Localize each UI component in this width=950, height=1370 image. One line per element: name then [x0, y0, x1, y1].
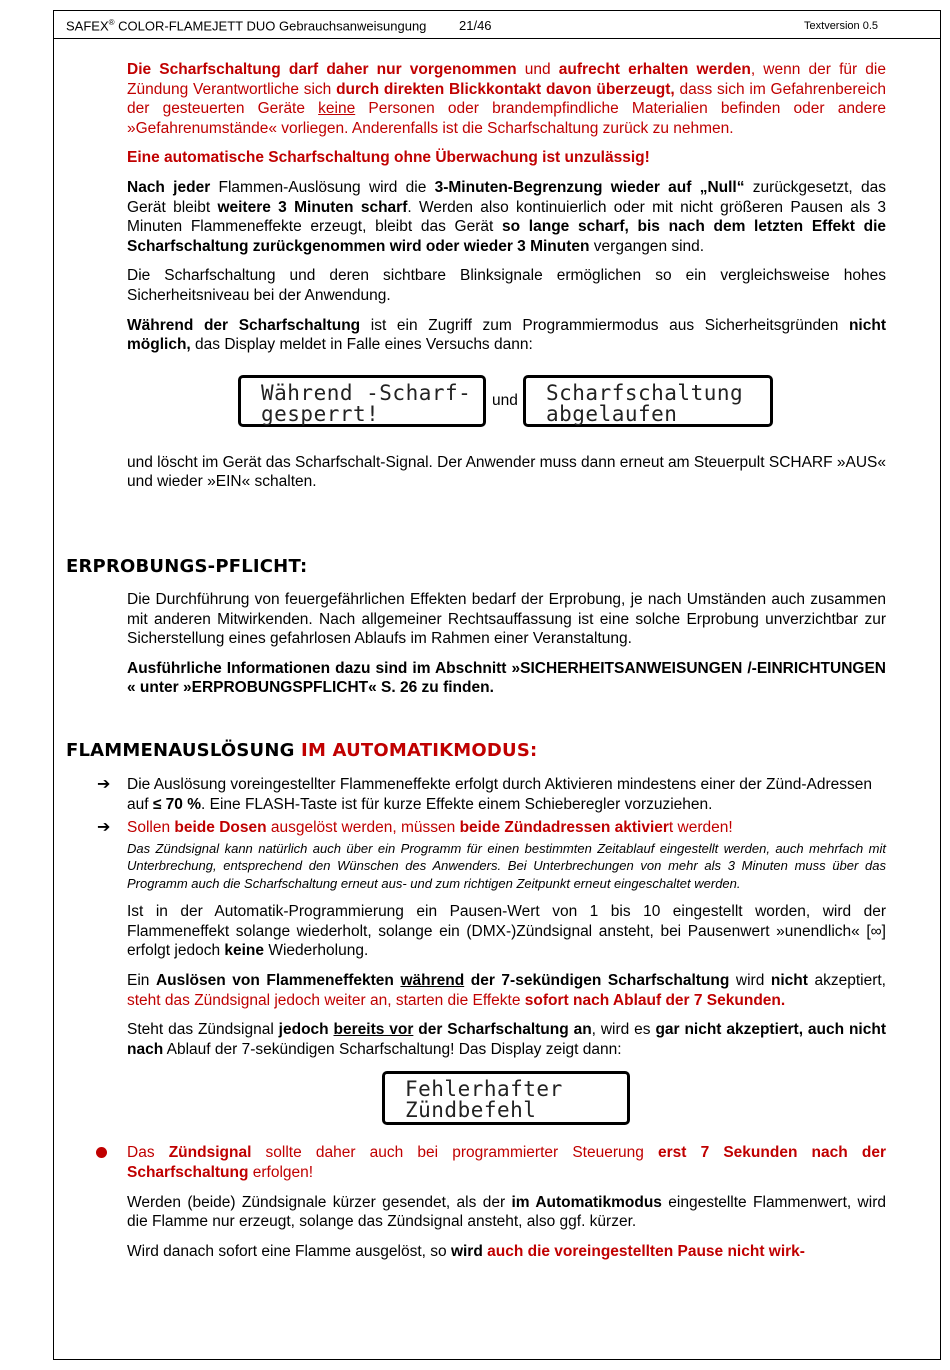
paragraph: Ausführliche Informationen dazu sind im Abschnitt »SICHERHEITSANWEISUNGEN /-EINRICHTUNGEN « unter »ERPROBUNGSPFLICHT« S. 26 zu finden.: [127, 659, 886, 697]
paragraph: Die Durchführung von feuergefährlichen Effekten bedarf der Erprobung, je nach Umständen auch zusammen mit anderen Mitwirkenden. Nach allgemeiner Rechtsauffassung ist eine solche Erprobung unverzichtbar zur Sicherstellung eines gefahrlosen Ablaufs im Rahmen einer Veranstaltung.: [127, 591, 886, 648]
page-header: [66, 18, 878, 38]
paragraph: Während der Scharfschaltung ist ein Zugriff zum Programmiermodus aus Sicherheitsgründen nicht möglich, das Display meldet in Falle eines Versuchs dann:: [127, 316, 886, 354]
paragraph: Die Scharfschaltung und deren sichtbare Blinksignale ermöglichen so ein vergleichsweise hohes Sicherheitsniveau bei der Anwendung.: [127, 267, 886, 304]
arrow-right-icon: ➔: [97, 776, 111, 793]
paragraph: Die Scharfschaltung darf daher nur vorgenommen und aufrecht erhalten werden, wenn der für die Zündung Verantwortliche sich durch direkten Blickkontakt davon überzeugt, dass sich im Gefahrenbereich der gesteuerten Geräte keine Personen oder brandempfindliche Materialien befinden oder andere »Gefahrenumstände« vorliegen. Anderenfalls ist die Scharfschaltung zurück zu nehmen.: [127, 61, 886, 137]
section-heading: FLAMMENAUSLÖSUNG IM AUTOMATIKMODUS:: [66, 740, 538, 761]
lcd-display: Fehlerhafter Zündbefehl: [382, 1071, 630, 1125]
document-title: SAFEX® COLOR-FLAMEJETT DUO Gebrauchsanweisungung: [66, 18, 427, 34]
lcd-display: Während -Scharf- gesperrt!: [238, 375, 486, 427]
paragraph: Ist in der Automatik-Programmierung ein Pausen-Wert von 1 bis 10 eingestellt worden, wird der Flammeneffekt solange wiederholt, solange ein (DMX-)Zündsignal ansteht, bei Pausenwert »unendlich« [∞] erfolgt jedoch keine Wiederholung.: [127, 903, 886, 960]
section-automatikmodus: [97, 775, 886, 1271]
note-paragraph: Das Zündsignal kann natürlich auch über ein Programm für einen bestimmten Zeitablauf eingestellt werden, auch mehrfach mit Unterbrechung, entsprechend den Wünschen des Anwenders. Bei Unterbrechungen von mehr als 3 Minuten muss über das Programm auch die Scharfschaltung erneut aus- und zum richtigen Zeitpunkt erneut eingeschaltet werden.: [127, 840, 886, 891]
section-heading: ERPROBUNGS-PFLICHT:: [66, 556, 308, 577]
warning-paragraph: Eine automatische Scharfschaltung ohne Überwachung ist unzulässig!: [127, 149, 650, 167]
page-number: 21/46: [459, 18, 492, 33]
paragraph: Steht das Zündsignal jedoch bereits vor der Scharfschaltung an, wird es gar nicht akzeptiert, auch nicht nach Ablauf der 7-sekündigen Scharfschaltung! Das Display zeigt dann:: [127, 1021, 886, 1058]
und-label: und: [492, 391, 518, 409]
paragraph: und löscht im Gerät das Scharfschalt-Signal. Der Anwender muss dann erneut am Steuerpult SCHARF »AUS« und wieder »EIN« schalten.: [127, 453, 887, 491]
paragraph: Ein Auslösen von Flammeneffekten während der 7-sekündigen Scharfschaltung wird nicht akzeptiert, steht das Zündsignal jedoch weiter an, starten die Effekte sofort nach Ablauf der 7 Sekunden.: [127, 972, 886, 1009]
paragraph: Werden (beide) Zündsignale kürzer gesendet, als der im Automatikmodus eingestellte Flammenwert, wird die Flamme nur erzeugt, solange das Zündsignal ansteht, also ggf. kürzer.: [127, 1193, 886, 1231]
section-erprobung: [127, 590, 886, 708]
paragraph: Nach jeder Flammen-Auslösung wird die 3-Minuten-Begrenzung wieder auf „Null“ zurückgesetzt, das Gerät bleibt weitere 3 Minuten scharf. Werden also kontinuierlich oder mit nicht größeren Pausen als 3 Minuten Flammeneffekte erzeugt, bleibt das Gerät so lange scharf, bis nach dem letzten Effekt die Scharfschaltung zurückgenommen wird oder wieder 3 Minuten vergangen sind.: [127, 178, 886, 255]
header-divider: [53, 38, 941, 39]
paragraph: Wird danach sofort eine Flamme ausgelöst, so wird auch die voreingestellten Pause nicht wirk-: [127, 1242, 805, 1260]
list-item: ➔ Sollen beide Dosen ausgelöst werden, müssen beide Zündadressen aktiviert werden!: [97, 819, 733, 837]
section-scharfschaltung: [127, 60, 886, 502]
lcd-display: Scharfschaltung abgelaufen: [523, 375, 773, 427]
arrow-right-icon: ➔: [97, 819, 111, 837]
display-messages: [127, 365, 886, 453]
text-version: Textversion 0.5: [804, 20, 878, 32]
list-item: ➔ Die Auslösung voreingestellter Flammeneffekte erfolgt durch Aktivieren mindestens einer der Zünd-Adressen auf ≤ 70 %. Eine FLASH-Taste ist für kurze Effekte einem Schieberegler vorzuziehen.: [97, 776, 872, 813]
list-item: Das Zündsignal sollte daher auch bei programmierter Steuerung erst 7 Sekunden nach der Scharfschaltung erfolgen!: [127, 1143, 886, 1182]
display-messages: [127, 1069, 886, 1143]
